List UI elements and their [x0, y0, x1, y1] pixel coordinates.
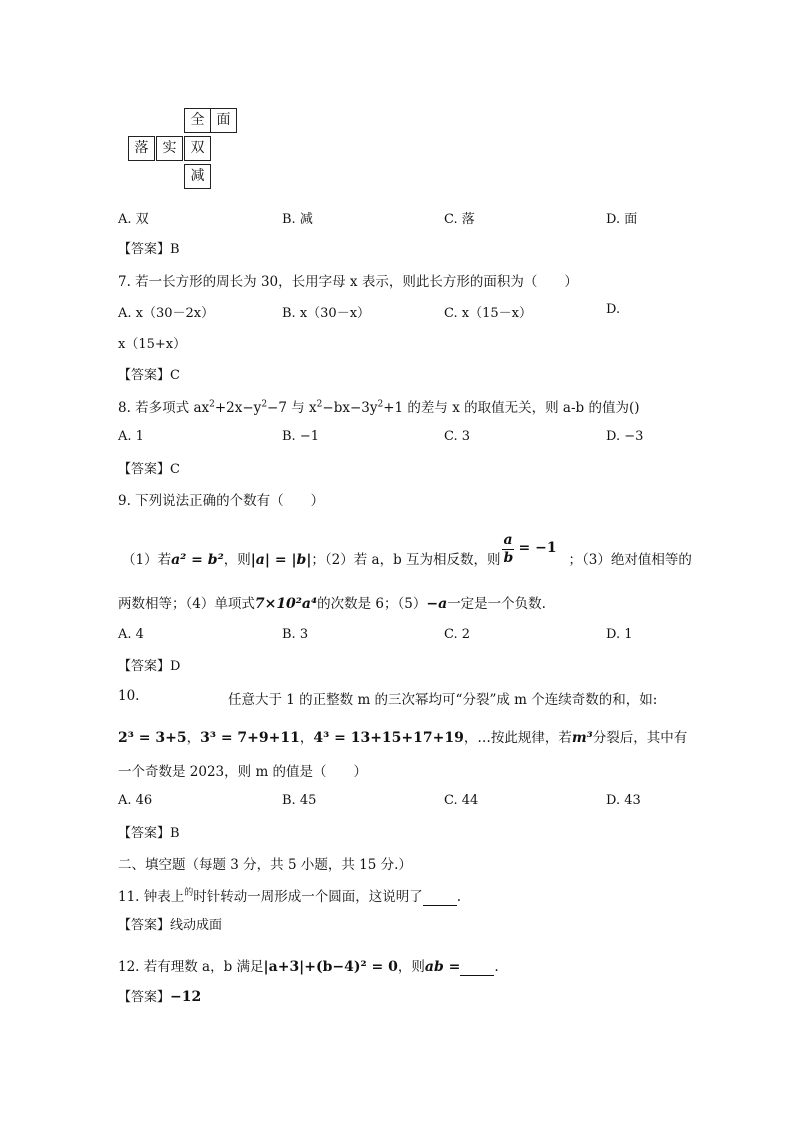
q8-exp-1: 2 [209, 399, 215, 410]
net-cell-quan: 全 [184, 108, 211, 133]
q7-option-b: B. x（30－x） [282, 306, 371, 321]
q12-answer-value: −12 [170, 989, 202, 1005]
net-cell-jian: 减 [184, 164, 211, 189]
q9-line1-a: （1）若 [122, 552, 172, 568]
q9-math-a2b2: a² = b² [171, 552, 224, 568]
q10-math-3cubed: 3³ = 7+9+11 [200, 730, 300, 746]
q11-stem-b: 时针转动一周形成一个圆面，这说明了 [193, 889, 423, 905]
q10-option-b: B. 45 [282, 793, 317, 808]
q8-exp-2: 2 [261, 399, 268, 410]
q11-stem-a: 11. 钟表上 [118, 889, 185, 905]
q8-stem-c: −7 与 x [267, 400, 317, 416]
section-heading-fill-in: 二、填空题（每题 3 分，共 5 小题，共 15 分.） [118, 857, 412, 873]
q8-answer: 【答案】C [118, 462, 180, 477]
q9-answer: 【答案】D [118, 659, 181, 674]
q9-fraction [501, 532, 569, 566]
q8-exp-3: 2 [316, 399, 323, 410]
q8-stem [118, 396, 640, 416]
q7-option-a: A. x（30－2x） [118, 306, 215, 321]
q7-option-d: D. [606, 302, 621, 317]
q12-answer-label: 【答案】 [118, 990, 171, 1005]
q9-math-abs: |a| = |b| [250, 552, 312, 568]
q9-frac-rhs: = −1 [518, 540, 557, 556]
q10-option-d: D. 43 [606, 793, 641, 808]
net-cell-mian: 面 [210, 108, 237, 133]
q8-exp-4: 2 [377, 399, 384, 410]
q9-line2-b: 的次数是 6；（5） [317, 596, 427, 612]
q9-line2 [118, 592, 546, 612]
q10-option-c: C. 44 [444, 793, 479, 808]
q12-answer [118, 986, 201, 1005]
q7-stem: 7. 若一长方形的周长为 30，长用字母 x 表示，则此长方形的面积为（ ） [118, 274, 578, 290]
q8-stem-a: 8. 若多项式 ax [118, 400, 210, 416]
q9-option-a: A. 4 [118, 627, 144, 642]
q9-math-neg-a: −a [426, 596, 448, 612]
q9-stem: 9. 下列说法正确的个数有（ ） [118, 493, 325, 509]
q8-option-c: C. 3 [444, 429, 471, 444]
q10-stem: 任意大于 1 的正整数 m 的三次幂均可“分裂”成 m 个连续奇数的和，如: [228, 692, 658, 708]
q10-answer: 【答案】B [118, 826, 180, 841]
q12-math-condition: |a+3|+(b−4)² = 0 [263, 959, 398, 975]
q10-rest: ，…按此规律，若 [463, 730, 572, 746]
q9-frac-den: b [503, 550, 514, 566]
q10-number: 10. [118, 688, 140, 704]
q7-answer: 【答案】C [118, 368, 180, 383]
q12-stem-b: ，则 [397, 959, 425, 975]
q9-option-d: D. 1 [606, 627, 633, 642]
q9-option-c: C. 2 [444, 627, 471, 642]
q8-option-a: A. 1 [118, 429, 144, 444]
q10-line2 [118, 726, 687, 746]
q6-option-c: C. 落 [444, 212, 475, 227]
q9-line2-a: 两数相等；（4）单项式 [118, 596, 255, 612]
net-cell-shuang: 双 [184, 136, 211, 161]
q10-math-mcubed: m³ [571, 730, 593, 746]
net-cell-shi: 实 [156, 136, 183, 161]
q9-line2-c: 一定是一个负数. [447, 596, 546, 612]
net-cell-luo: 落 [128, 136, 155, 161]
q8-stem-b: +2x−y [214, 400, 262, 416]
q9-line1-d: ；（3）绝对值相等的 [568, 552, 692, 568]
q12-stem [118, 955, 499, 976]
q12-math-ab: ab = [424, 959, 461, 975]
q11-answer: 【答案】线动成面 [118, 918, 223, 933]
q12-stem-end: . [494, 959, 499, 975]
q9-option-b: B. 3 [282, 627, 309, 642]
q9-line1-b: ，则 [223, 552, 251, 568]
q6-option-d: D. 面 [606, 212, 638, 227]
q8-stem-e: +1 的差与 x 的取值无关，则 a-b 的值为() [383, 400, 640, 416]
q10-math-2cubed: 2³ = 3+5 [118, 730, 187, 746]
q6-answer: 【答案】B [118, 242, 180, 257]
q8-stem-d: −bx−3y [322, 400, 378, 416]
q11-small-char: 的 [184, 888, 194, 898]
q8-option-b: B. −1 [282, 429, 319, 444]
q7-option-d-cont: x（15+x） [118, 337, 187, 352]
q11-stem [118, 885, 461, 906]
q12-stem-a: 12. 若有理数 a，b 满足 [118, 959, 264, 975]
q6-option-b: B. 减 [282, 212, 313, 227]
q9-line1 [122, 532, 692, 568]
q12-blank [460, 959, 494, 976]
q8-option-d: D. −3 [606, 429, 644, 444]
q10-line3: 一个奇数是 2023，则 m 的值是（ ） [118, 764, 368, 780]
q9-line1-c: ；（2）若 a，b 互为相反数，则 [311, 552, 501, 568]
q11-blank [423, 889, 457, 906]
q10-math-4cubed: 4³ = 13+15+17+19 [313, 730, 464, 746]
q10-option-a: A. 46 [118, 793, 153, 808]
q9-frac-num: a [503, 532, 513, 548]
q11-stem-end: . [456, 889, 462, 905]
q6-option-a: A. 双 [118, 212, 149, 227]
q10-rest2: 分裂后，其中有 [592, 730, 688, 746]
q10-sep-1: ， [186, 730, 201, 746]
q9-math-monomial: 7×10²a⁴ [254, 596, 318, 612]
q7-option-c: C. x（15－x） [444, 306, 532, 321]
q10-sep-2: ， [299, 730, 314, 746]
